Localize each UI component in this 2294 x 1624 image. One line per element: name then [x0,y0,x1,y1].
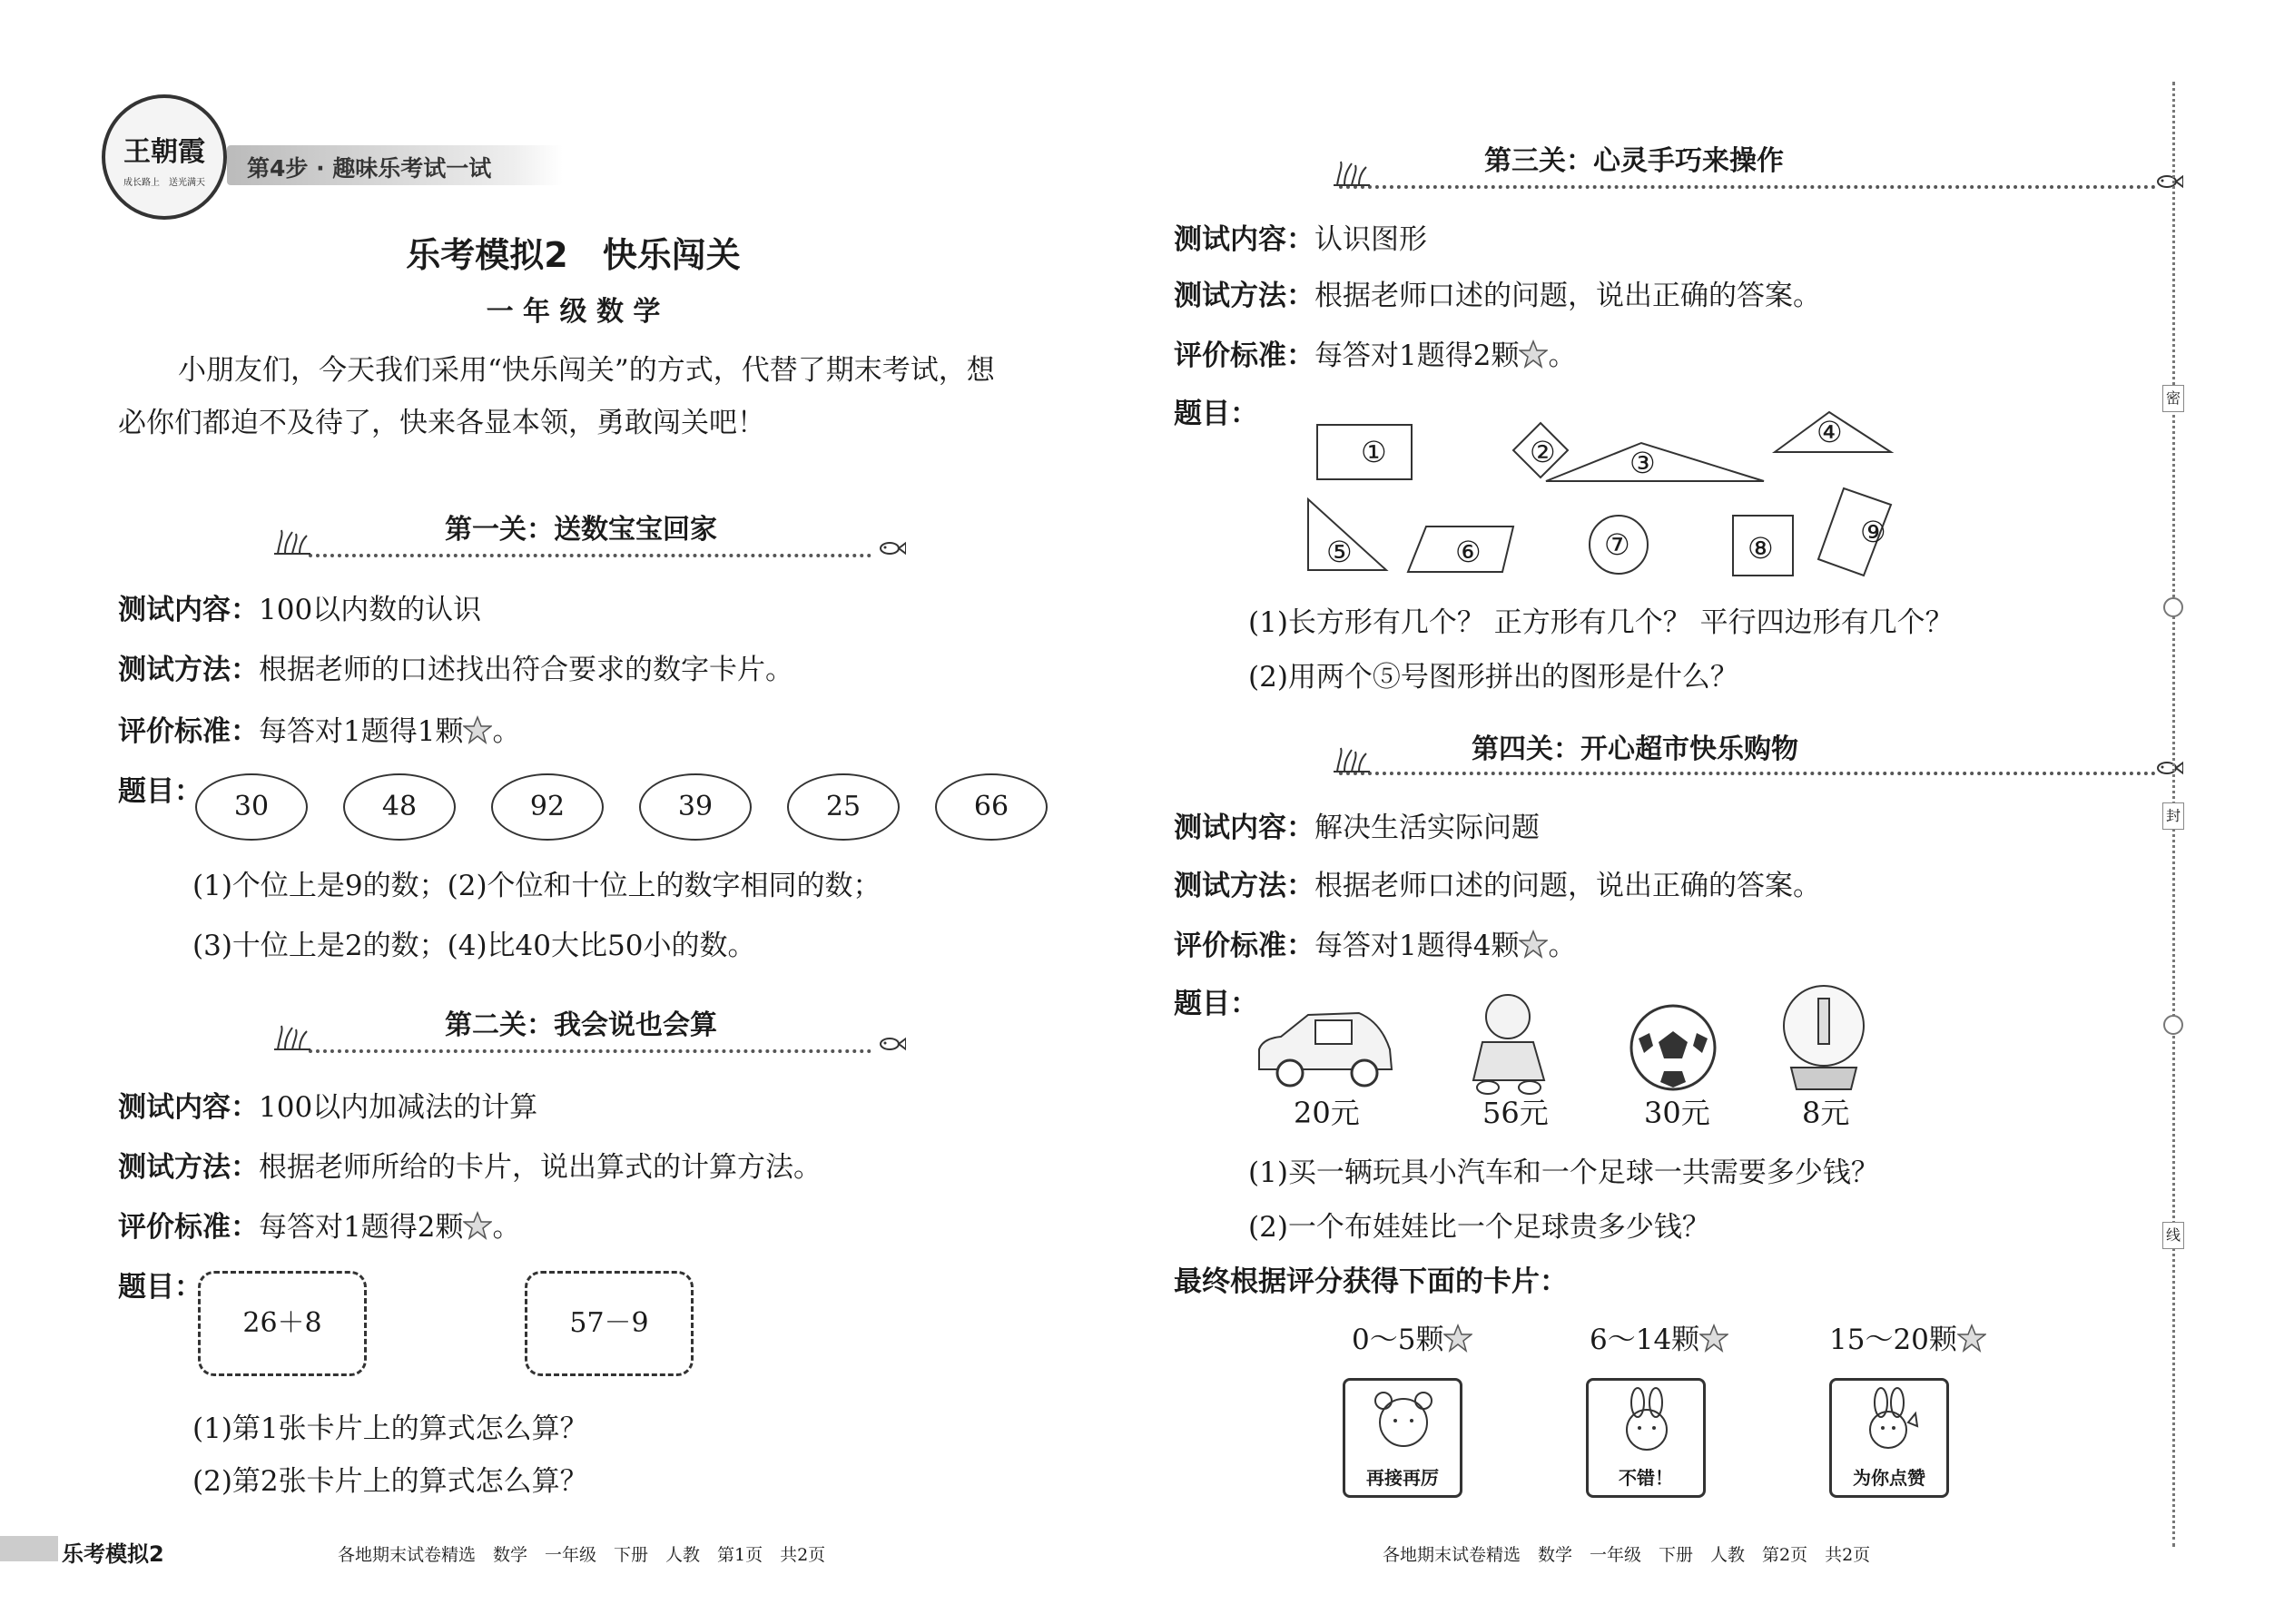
rabbit-icon [1614,1386,1679,1452]
criteria-text: 每答对1题得2颗 [259,1211,464,1244]
level3-method [1174,272,1821,313]
brand-logo-name: 王朝霞 [123,136,205,168]
question-label: 题目： [118,775,202,808]
level1-heading: 第一关：送数宝宝回家 [445,514,717,546]
bear-icon [1371,1388,1436,1452]
binding-char: 线 [2162,1222,2184,1249]
number-card: 48 [343,773,456,841]
step-banner [227,145,563,185]
intro-line-1: 小朋友们，今天我们采用“快乐闯关”的方式，代替了期末考试，想 [178,354,995,387]
reward-card-label: 为你点赞 [1853,1467,1925,1489]
footer-info: 各地期末试卷精选 数学 一年级 下册 人教 第1页 共2页 [338,1545,826,1565]
reward-card [1343,1378,1462,1498]
reward-range [1829,1316,1986,1357]
level1-criteria: 评价标准：每答对1题得1颗 。 [118,715,521,748]
level2-heading: 第二关：我会说也会算 [445,1009,717,1041]
content-label: 测试内容： [118,594,259,626]
level3-question-1: (1)长方形有几个？ 正方形有几个？ 平行四边形有几个？ [1248,606,1954,639]
shape-label: ⑥ [1455,535,1482,569]
level4-question-label [1174,980,1258,1021]
level1-question-1: (1)个位上是9的数；(2)个位和十位上的数字相同的数； [192,870,881,902]
question-label: 题目： [1174,988,1258,1020]
level3-heading: 第三关：心灵手巧来操作 [1484,145,1784,177]
star-icon [1519,340,1548,369]
doll-icon [1461,989,1561,1098]
fish-icon [879,1037,906,1051]
reward-range [1590,1316,1728,1357]
method-text: 根据老师口述的问题，说出正确的答案。 [1314,280,1821,312]
level2-content [118,1084,537,1125]
soccer-ball-icon [1628,1002,1718,1093]
content-label: 测试内容： [118,1091,259,1124]
snow-globe-icon [1778,980,1869,1093]
criteria-label: 评价标准： [1174,930,1314,962]
shape-label: ⑨ [1860,515,1886,549]
equation-card-1: 26＋8 [198,1271,367,1376]
level1-content [118,586,481,627]
level3-criteria: 评价标准：每答对1题得2颗 。 [1174,340,1577,372]
shapes-figure [1219,390,2236,599]
page-subtitle: 一 年 级 数 学 [486,296,661,328]
heading-decoration [309,1046,871,1053]
shape-label: ⑤ [1326,535,1353,569]
question-label: 题目： [1174,398,1258,430]
grass-icon [1334,746,1370,773]
level2-method [118,1144,822,1185]
star-icon [1957,1324,1986,1353]
level3-question-2: (2)用两个⑤号图形拼出的图形是什么？ [1248,661,1738,694]
question-label: 题目： [118,1271,202,1304]
content-text: 100以内数的认识 [259,594,482,626]
heading-decoration [309,550,871,557]
shape-label: ⑦ [1604,527,1630,562]
level3-content [1174,216,1427,257]
reward-range-text: 15～20颗 [1829,1324,1957,1356]
star-icon [463,1211,492,1240]
number-card: 92 [491,773,604,841]
fish-icon [2156,174,2183,189]
binding-char: 密 [2162,385,2184,412]
brand-logo [102,94,227,220]
content-label: 测试内容： [1174,223,1314,256]
level4-question-2: (2)一个布娃娃比一个足球贵多少钱？ [1248,1211,1710,1244]
footer-tag-bar [0,1536,58,1561]
footer-info: 各地期末试卷精选 数学 一年级 下册 人教 第2页 共2页 [1383,1545,1871,1565]
level1-question-label [118,768,202,809]
criteria-label: 评价标准： [118,1211,259,1244]
level2-question-2: (2)第2张卡片上的算式怎么算？ [192,1465,588,1498]
binding-hole-icon [2163,597,2183,617]
step-label: 第4步 · 趣味乐考试一试 [247,155,492,182]
criteria-text: 每答对1题得2颗 [1314,340,1520,372]
final-heading-text: 最终根据评分获得下面的卡片： [1174,1265,1568,1298]
star-icon [463,715,492,744]
heading-decoration [1339,182,2156,189]
level4-heading: 第四关：开心超市快乐购物 [1472,733,1798,765]
footer-tag: 乐考模拟2 [62,1541,164,1567]
criteria-label: 评价标准： [118,715,259,748]
level2-question-1: (1)第1张卡片上的算式怎么算？ [192,1412,588,1445]
level4-criteria: 评价标准：每答对1题得4颗 。 [1174,930,1577,962]
reward-range-text: 0～5颗 [1352,1324,1444,1356]
level2-criteria: 评价标准：每答对1题得2颗 。 [118,1211,521,1244]
item-price: 30元 [1644,1096,1710,1130]
star-icon [1519,930,1548,959]
level1-method [118,646,793,687]
reward-card-label: 不错！ [1619,1467,1673,1489]
criteria-text: 每答对1题得1颗 [259,715,464,748]
grass-icon [274,528,310,556]
page-title: 乐考模拟2 快乐闯关 [406,235,741,275]
item-price: 20元 [1294,1096,1360,1130]
reward-card [1829,1378,1949,1498]
reward-range-text: 6～14颗 [1590,1324,1700,1356]
level1-question-2: (3)十位上是2的数；(4)比40大比50小的数。 [192,930,756,962]
level4-question-1: (1)买一辆玩具小汽车和一个足球一共需要多少钱？ [1248,1156,1879,1189]
brand-logo-sub: 成长路上 [123,178,160,188]
shape-label: ② [1530,435,1556,469]
number-card: 30 [195,773,308,841]
equation-card-2: 57－9 [525,1271,694,1376]
intro-line-2: 必你们都迫不及待了，快来各显本领，勇敢闯关吧！ [118,407,765,439]
final-heading [1174,1258,1568,1299]
level4-content [1174,804,1540,845]
content-text: 认识图形 [1314,223,1427,256]
car-icon [1254,1002,1399,1093]
level4-method [1174,862,1821,903]
method-text: 根据老师的口述找出符合要求的数字卡片。 [259,654,793,686]
content-text: 解决生活实际问题 [1314,812,1540,844]
number-card: 66 [935,773,1048,841]
method-label: 测试方法： [1174,870,1314,902]
binding-hole-icon [2163,1015,2183,1035]
reward-card-label: 再接再厉 [1366,1467,1439,1489]
shape-label: ① [1361,435,1387,469]
heading-decoration [1339,768,2156,775]
shape-label: ⑧ [1748,531,1774,566]
fish-icon [879,541,906,556]
method-label: 测试方法： [1174,280,1314,312]
grass-icon [274,1024,310,1051]
method-label: 测试方法： [118,1151,259,1184]
method-label: 测试方法： [118,654,259,686]
fish-icon [2156,761,2183,775]
item-price: 56元 [1482,1096,1549,1130]
star-icon [1443,1324,1472,1353]
rabbit-thumbs-icon [1857,1386,1923,1452]
reward-card [1586,1378,1706,1498]
brand-logo-sub2: 送光满天 [169,178,205,188]
number-card: 25 [787,773,900,841]
grass-icon [1334,160,1370,187]
content-label: 测试内容： [1174,812,1314,844]
reward-range [1352,1316,1472,1357]
method-text: 根据老师所给的卡片，说出算式的计算方法。 [259,1151,822,1184]
number-card: 39 [639,773,752,841]
content-text: 100以内加减法的计算 [259,1091,538,1124]
level2-question-label [118,1264,202,1304]
shape-label: ③ [1629,446,1656,480]
right-page [1147,0,2294,1624]
criteria-label: 评价标准： [1174,340,1314,372]
star-icon [1699,1324,1728,1353]
binding-char: 封 [2162,802,2184,830]
shape-label: ④ [1816,415,1843,449]
method-text: 根据老师口述的问题，说出正确的答案。 [1314,870,1821,902]
item-price: 8元 [1802,1096,1850,1130]
criteria-text: 每答对1题得4颗 [1314,930,1520,962]
